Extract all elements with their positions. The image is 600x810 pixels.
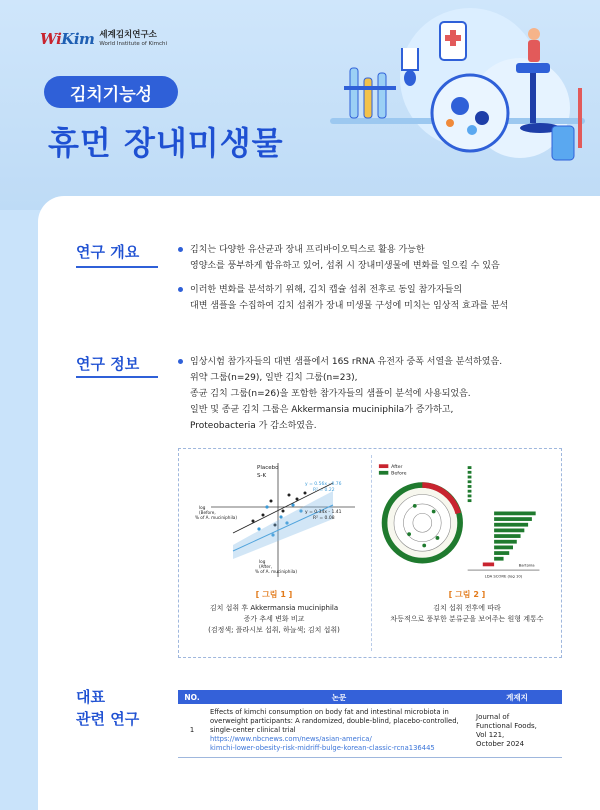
hero-banner (0, 0, 600, 210)
table-row (178, 704, 562, 758)
row-no: 1 (189, 726, 195, 734)
figure-1-scatter (193, 455, 363, 585)
org-name-en: World Institute of Kimchi (99, 40, 168, 47)
r2-2: R² = 0.08 (313, 516, 335, 521)
xlabel-1: log (199, 505, 206, 510)
ylabel-3: % of A. muciniphila) (255, 569, 297, 574)
col-paper: 논문 (206, 690, 472, 704)
eq-1: y = 0.56x - 0.76 (305, 482, 342, 487)
related-table (178, 690, 562, 758)
legend-sk: S-K (257, 473, 267, 479)
bar-legend: Bartonia (518, 563, 535, 568)
overview-list (176, 242, 508, 322)
info-list (176, 354, 502, 442)
list-item: 이러한 변화를 분석하기 위해, 김치 캡슐 섭취 전후로 동일 참가자들의 대변 샘플을 수집하여 김치 섭취가 장내 미생물 구성에 미치는 임상적 효과를 분석 (176, 282, 508, 314)
ylabel-1: log (259, 559, 266, 564)
list-item: 임상시험 참가자들의 대변 샘플에서 16S rRNA 유전자 중폭 서열을 분석하였음. 위약 그룹(n=29), 일반 김치 그룹(n=23), 종균 김치 그룹(n=26)을 포함한 참가자들의 샘플이 분석에 사용되었음. 일반 및 종균 김치 그룹은 Akkermansia muciniphila가 증가하고, Proteobacteria 가 감소하였음. (176, 354, 502, 434)
lab-illustration (320, 8, 595, 178)
figure-1-caption: [ 그림 1 ] 김치 섭취 후 Akkermansia muciniphila 증가 추세 변화 비교 (검정색; 플라시보 섭취, 하늘색; 김치 섭취) (184, 589, 364, 636)
figure-2-label: [ 그림 2 ] (448, 590, 486, 599)
r2-1: R² = 0.22 (313, 488, 335, 493)
overview-heading: 연구 개요 (76, 243, 140, 261)
legend-before: Before (391, 471, 407, 477)
overview-divider (76, 266, 158, 268)
paper-link-cont[interactable]: kimchi-lower-obesity-risk-midriff-bulge-korean-classic-rcna136445 (210, 744, 435, 752)
org-name-ko: 세계김치연구소 (99, 30, 157, 40)
info-heading: 연구 정보 (76, 355, 140, 373)
ylabel-2: (After, (259, 564, 273, 569)
legend-placebo: Placebo (257, 465, 279, 471)
xlabel-3: % of A. muciniphila) (195, 515, 237, 520)
category-badge: 김치기능성 (44, 76, 178, 108)
list-item: 김치는 다양한 유산균과 장내 프리바이오틱스로 활용 가능한 영양소를 풍부하게 함유하고 있어, 섭취 시 장내미생물에 변화를 일으킬 수 있음 (176, 242, 508, 274)
figure-panel (178, 448, 562, 658)
col-journal: 게재지 (472, 690, 562, 704)
xaxis-label: LDA SCORE (log 10) (484, 574, 523, 579)
row-journal: Journal of Functional Foods, Vol 121, October 2024 (476, 712, 537, 748)
info-divider (76, 376, 158, 378)
figure-divider (371, 455, 372, 651)
figure-2-cladogram (377, 455, 547, 585)
col-no: NO. (178, 690, 206, 704)
logo-mark: WiKim (40, 30, 95, 48)
figure-2-caption: [ 그림 2 ] 김치 섭취 전후에 따라 차등적으로 풍부한 분류군을 보여주는 원형 계통수 (377, 589, 557, 625)
xlabel-2: (Before, (199, 510, 216, 515)
row-paper: Effects of kimchi consumption on body fat and intestinal microbiota in overweight participants: A randomized, double-blind, placebo-controlled, single-center clinical trial https://www.nbcnews.com/news/asian-america/ kimchi-lower-obesity-risk-midriff-bulge-korean-classic-rcna136445 (206, 704, 472, 758)
related-heading: 대표 관련 연구 (76, 688, 140, 728)
org-logo (40, 30, 167, 48)
figure-1-label: [ 그림 1 ] (255, 590, 293, 599)
page-title: 휴먼 장내미생물 (48, 124, 284, 162)
legend-after: After (391, 465, 403, 471)
eq-2: y = 0.34x - 1.41 (305, 510, 342, 515)
paper-link[interactable]: https://www.nbcnews.com/news/asian-america/ (210, 735, 372, 743)
